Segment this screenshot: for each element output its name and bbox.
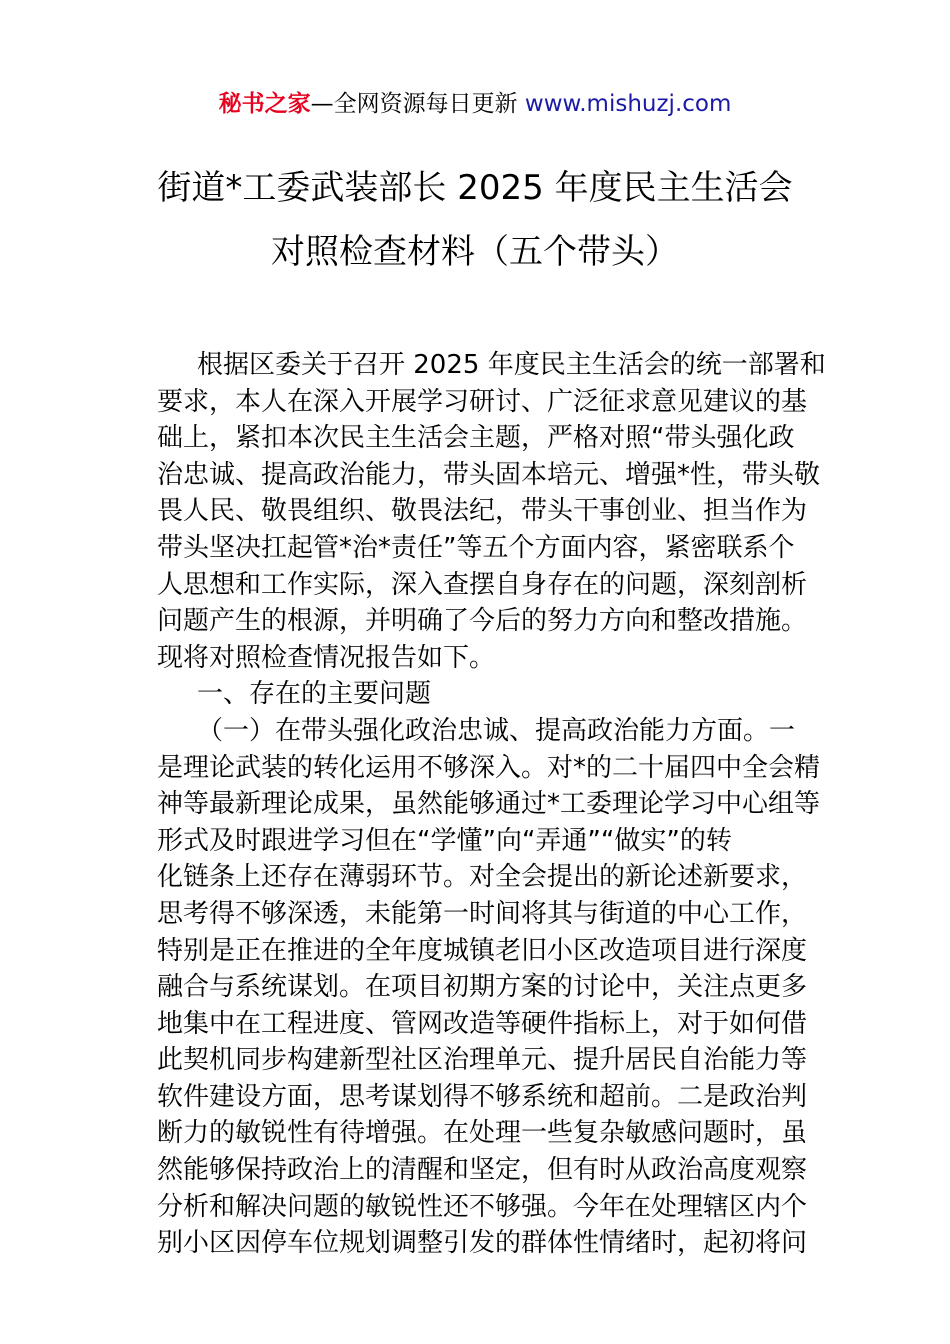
body-line: 现将对照检查情况报告如下。 xyxy=(157,642,496,673)
body-line: 此契机同步构建新型社区治理单元、提升居民自治能力等 xyxy=(157,1045,808,1076)
document-body xyxy=(157,347,826,1262)
site-url-link[interactable]: www.mishuzj.com xyxy=(524,91,732,117)
body-line: 础上，紧扣本次民主生活会主题，严格对照“带头强化政 xyxy=(157,423,795,454)
site-slogan: —全网资源每日更新 xyxy=(310,91,518,117)
body-line: 治忠诚、提高政治能力，带头固本培元、增强*性，带头敬 xyxy=(157,459,821,490)
site-header xyxy=(0,86,950,122)
body-line: 地集中在工程进度、管网改造等硬件指标上，对于如何借 xyxy=(157,1008,808,1039)
body-line: 思考得不够深透，未能第一时间将其与街道的中心工作， xyxy=(157,898,808,929)
body-line: 别小区因停车位规划调整引发的群体性情绪时，起初将问 xyxy=(157,1228,808,1259)
body-line: 然能够保持政治上的清醒和坚定，但有时从政治高度观察 xyxy=(157,1155,808,1186)
body-line: 软件建设方面，思考谋划得不够系统和超前。二是政治判 xyxy=(157,1081,808,1112)
body-line: （一）在带头强化政治忠诚、提高政治能力方面。一 xyxy=(197,715,796,746)
body-line: 融合与系统谋划。在项目初期方案的讨论中，关注点更多 xyxy=(157,972,808,1003)
site-name: 秘书之家 xyxy=(218,91,311,117)
document-title-line-1: 街道*工委武装部长 2025 年度民主生活会 xyxy=(157,168,793,208)
body-line: 分析和解决问题的敏锐性还不够强。今年在处理辖区内个 xyxy=(157,1191,808,1222)
body-line: 形式及时跟进学习但在“学懂”向“弄通”“做实”的转 xyxy=(157,825,732,856)
body-line: 人思想和工作实际，深入查摆自身存在的问题，深刻剖析 xyxy=(157,569,808,600)
body-line: 神等最新理论成果，虽然能够通过*工委理论学习中心组等 xyxy=(157,789,821,820)
body-line: 断力的敏锐性有待增强。在处理一些复杂敏感问题时，虽 xyxy=(157,1118,808,1149)
body-line: 要求，本人在深入开展学习研讨、广泛征求意见建议的基 xyxy=(157,386,808,417)
body-line: 畏人民、敬畏组织、敬畏法纪，带头干事创业、担当作为 xyxy=(157,496,808,527)
body-line: 根据区委关于召开 2025 年度民主生活会的统一部署和 xyxy=(197,350,826,380)
section-heading: 一、存在的主要问题 xyxy=(197,679,432,710)
body-line: 是理论武装的转化运用不够深入。对*的二十届四中全会精 xyxy=(157,752,821,783)
body-line: 问题产生的根源，并明确了今后的努力方向和整改措施。 xyxy=(157,606,808,637)
body-line: 带头坚决扛起管*治*责任”等五个方面内容，紧密联系个 xyxy=(157,532,795,563)
body-line: 特别是正在推进的全年度城镇老旧小区改造项目进行深度 xyxy=(157,935,808,966)
document-title-line-2: 对照检查材料（五个带头） xyxy=(271,232,679,272)
body-line: 化链条上还存在薄弱环节。对全会提出的新论述新要求， xyxy=(157,862,808,893)
